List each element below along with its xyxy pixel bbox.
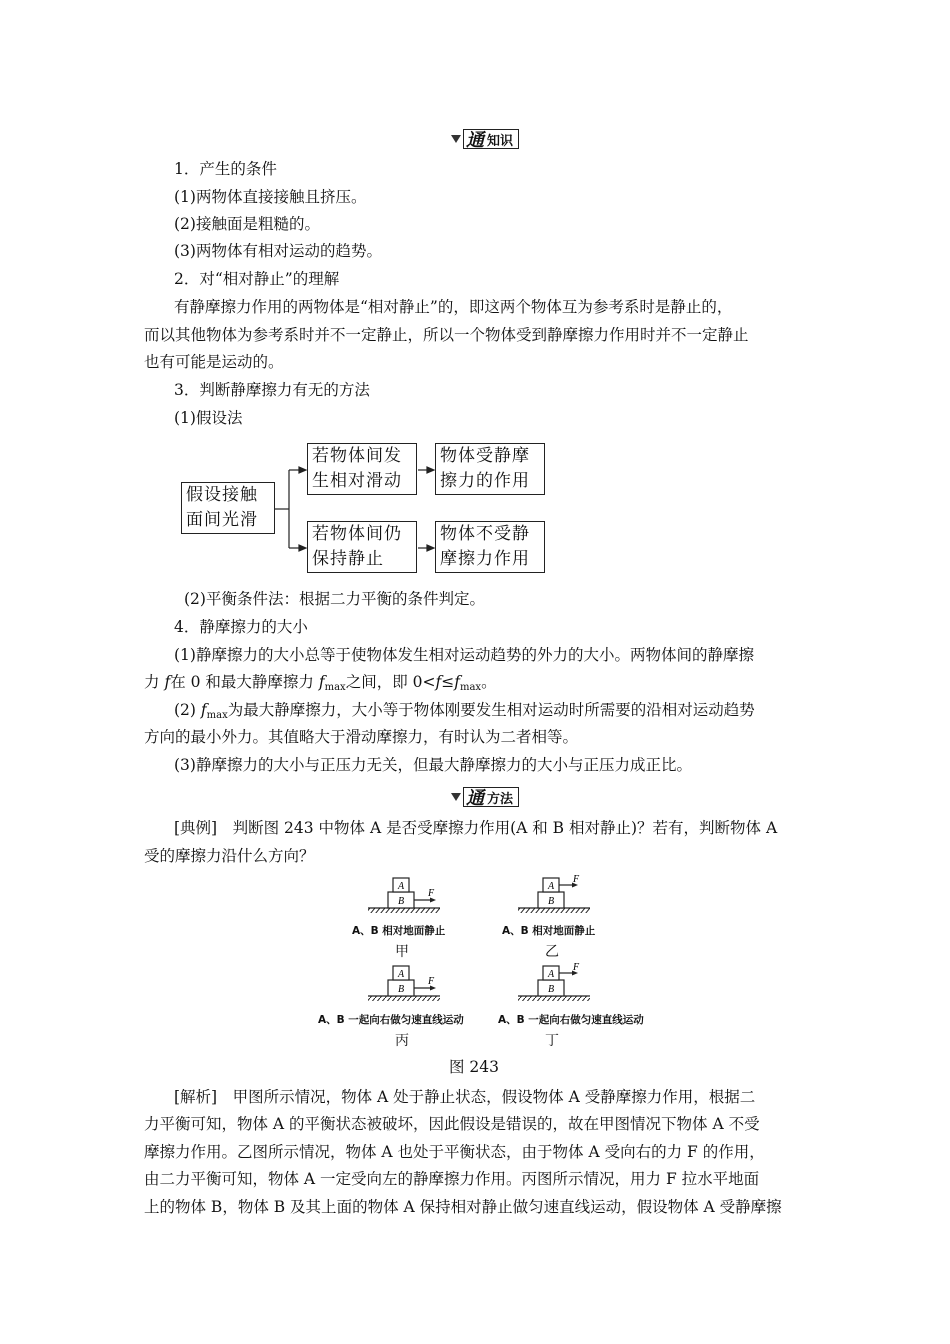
flow-top-cond-l2: 生相对滑动 (312, 471, 402, 491)
item3-m2: (2)平衡条件法：根据二力平衡的条件判定。 (184, 590, 485, 608)
caption-ding: A、B 一起向右做匀速直线运动 (498, 1014, 644, 1026)
badge-title: 方法 (487, 791, 514, 807)
arrow-head-icon (299, 467, 306, 473)
item4-p3: (3)静摩擦力的大小与正压力无关，但最大静摩擦力的大小与正压力成正比。 (174, 756, 692, 774)
badge-big-char: 通 (466, 130, 484, 151)
badge-title: 知识 (487, 133, 514, 149)
figure-title: 图 243 (449, 1058, 500, 1076)
t: 在 0 和最大静摩擦力 (170, 673, 319, 691)
t: ≤ (441, 673, 455, 691)
t: 力 (144, 673, 165, 691)
label-a: A (397, 969, 405, 980)
analysis-l4: 由二力平衡可知，物体 A 一定受向左的静摩擦力作用。丙图所示情况，用力 F 拉水平地面 (144, 1170, 760, 1188)
example-l2: 受的摩擦力沿什么方向？ (144, 847, 315, 865)
arrow-head-icon (427, 467, 434, 473)
fmax-symbol: f (318, 673, 325, 691)
name-bing: 丙 (395, 1033, 409, 1049)
flow-start-l1: 假设接触 (186, 485, 258, 505)
label-f: F (428, 976, 435, 987)
arrow-head-icon (299, 545, 306, 551)
fmax-subscript: max (324, 682, 346, 693)
badge-box (463, 787, 519, 807)
figure-243 (300, 872, 680, 1062)
diagram-jia (368, 878, 440, 913)
t: 。 (481, 673, 497, 691)
arrow-head-icon (427, 545, 434, 551)
fmax-subscript: max (206, 710, 228, 721)
item1-c2: (2)接触面是粗糙的。 (174, 215, 320, 233)
name-ding: 丁 (545, 1033, 559, 1049)
item4-p2-l2: 方向的最小外力。其值略大于滑动摩擦力，有时认为二者相等。 (144, 728, 579, 746)
fmax-symbol: f (454, 673, 460, 691)
t: (2) (174, 701, 201, 719)
item4-p2-l1 (174, 699, 755, 727)
f-symbol: f (435, 673, 442, 691)
flow-top-res-l1: 物体受静摩 (440, 446, 530, 466)
example-l1: [典例] 判断图 243 中物体 A 是否受摩擦力作用(A 和 B 相对静止)？若有，判断物体 A (174, 819, 778, 837)
diagram-bing (368, 966, 440, 1001)
label-f: F (428, 888, 435, 899)
flow-top-res-l2: 擦力的作用 (440, 471, 530, 491)
diagram-yi (518, 874, 590, 913)
item1-heading: 1．产生的条件 (174, 160, 277, 178)
label-b: B (397, 896, 405, 907)
item4-p1-l2 (144, 671, 497, 699)
section-badge-method (451, 786, 519, 808)
caption-yi: A、B 相对地面静止 (502, 925, 596, 937)
item4-p1-l1: (1)静摩擦力的大小总等于使物体发生相对运动趋势的外力的大小。两物体间的静摩擦 (174, 646, 754, 664)
fmax-subscript: max (459, 682, 482, 693)
f-symbol: f (164, 673, 171, 691)
item3-m1: (1)假设法 (174, 409, 243, 427)
item1-c1: (1)两物体直接接触且挤压。 (174, 188, 367, 206)
triangle-icon (451, 793, 461, 801)
name-yi: 乙 (545, 944, 559, 960)
label-a: A (547, 969, 555, 980)
caption-bing: A、B 一起向右做匀速直线运动 (318, 1014, 464, 1026)
diagram-ding (518, 962, 590, 1001)
item4-heading: 4．静摩擦力的大小 (174, 618, 308, 636)
label-a: A (547, 881, 555, 892)
badge-big-char: 通 (466, 788, 484, 809)
item2-p-l1: 有静摩擦力作用的两物体是“相对静止”的，即这两个物体互为参考系时是静止的， (174, 298, 733, 316)
item1-c3: (3)两物体有相对运动的趋势。 (174, 242, 382, 260)
analysis-l1: [解析] 甲图所示情况，物体 A 处于静止状态，假设物体 A 受静摩擦力作用，根据二 (174, 1088, 756, 1106)
label-a: A (397, 881, 405, 892)
analysis-l3: 摩擦力作用。乙图所示情况，物体 A 也处于平衡状态，由于物体 A 受向右的力 F 的作用， (144, 1143, 765, 1161)
flow-bot-cond-l2: 保持静止 (312, 549, 384, 569)
name-jia: 甲 (395, 944, 409, 960)
flow-bot-cond-l1: 若物体间仍 (312, 524, 402, 544)
t: 为最大静摩擦力，大小等于物体刚要发生相对运动时所需要的沿相对运动趋势 (227, 701, 755, 719)
flow-start-l2: 面间光滑 (186, 510, 258, 530)
item2-p-l3: 也有可能是运动的。 (144, 353, 284, 371)
flow-bot-res-l1: 物体不受静 (440, 524, 530, 544)
flow-connectors (0, 0, 950, 600)
caption-jia: A、B 相对地面静止 (352, 925, 446, 937)
label-b: B (547, 896, 555, 907)
flow-top-cond-l1: 若物体间发 (312, 446, 402, 466)
label-f: F (573, 962, 580, 973)
label-b: B (547, 984, 555, 995)
item2-p-l2: 而以其他物体为参考系时并不一定静止，所以一个物体受到静摩擦力作用时并不一定静止 (144, 326, 749, 344)
label-f: F (573, 874, 580, 885)
label-b: B (397, 984, 405, 995)
item3-heading: 3．判断静摩擦力有无的方法 (174, 381, 370, 399)
flow-bot-res-l2: 摩擦力作用 (440, 549, 530, 569)
fmax-symbol: f (200, 701, 207, 719)
t: 之间，即 0< (345, 673, 436, 691)
analysis-l2: 力平衡可知，物体 A 的平衡状态被破坏，因此假设是错误的，故在甲图情况下物体 A 不受 (144, 1115, 760, 1133)
analysis-l5: 上的物体 B，物体 B 及其上面的物体 A 保持相对静止做匀速直线运动，假设物体 A 受静摩擦 (144, 1198, 782, 1216)
item2-heading: 2．对“相对静止”的理解 (174, 270, 340, 288)
